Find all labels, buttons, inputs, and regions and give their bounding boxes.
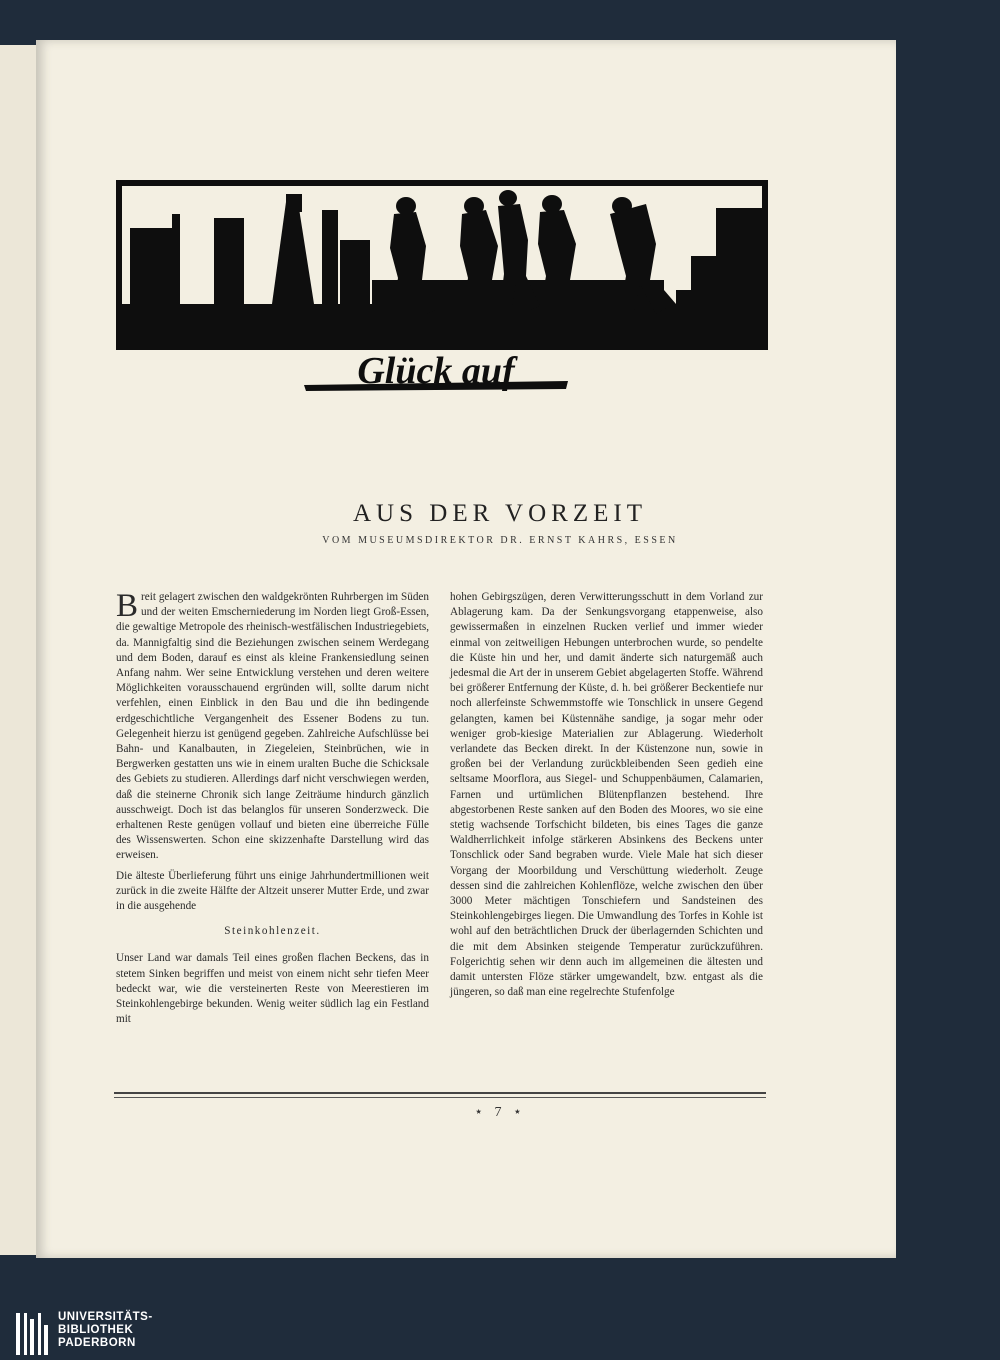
paragraph: Breit gelagert zwischen den waldgekrönten Ruhrbergen im Süden und der weiten Emscherniederung im Norden liegt Groß-Essen, die gewaltige Metropole des rheinisch-westfälischen Industriegebiets, da. Mannigfaltig sind die Beziehungen zwischen seinem Werdegang und dem Boden, darauf es einst als kleine Frankensiedlung seinen Anfang nahm. Wer seine Entwicklung verstehen und deren weitere Möglichkeiten vorausschauend ergründen will, sollte darum nicht verfehlen, einen Einblick in den Bau und die ihn bedingende erdgeschichtliche Vergangenheit des Essener Bodens zu tun. Gelegenheit hierzu ist genügend gegeben. Zahlreiche Aufschlüsse bei Bahn- und Kanalbauten, in Ziegeleien, Steinbrüchen, wie in Bergwerken gestatten uns wie in einem uralten Buche die Schicksale des Gebiets zu studieren. Allerdings darf nicht verschwiegen werden, daß die steinerne Chronik sich lange Zeiträume hindurch gänzlich ausschweigt. Doch ist das belanglos für unseren Sonderzweck. Die erhaltenen Reste genügen vollauf und bieten eine überreiche Fülle des Wissenswerten. Schon eine skizzenhafte Darstellung wird das erweisen.	[116, 588, 429, 862]
footer-rule-thin	[114, 1097, 766, 1098]
miners-silhouette-banner	[116, 180, 768, 350]
paragraph: hohen Gebirgszügen, deren Verwitterungsschutt in dem Vorland zur Ablagerung kam. Da der Senkungsvorgang etappenweise, also gewissermaßen in einzelnen Rucken verlief und immer wieder einmal von zeitweiligen Hebungen unterbrochen wurde, so pendelte die Küste hin und her, und damit änderte sich naturgemäß auch jedesmal die Art der in unserem Gebiet abgelagerten Stoffe. Während bei größerer Entfernung der Küste, d. h. bei größerer Beckentiefe nur noch allerfeinste Schwemmstoffe wie Tonschlick in unsere Gegend gelangten, kamen bei Küstennähe sandige, ja sogar mehr oder weniger grob-kiesige Materialien zur Ablagerung. Wiederholt verlandete das Becken direkt. In der Küstenzone nun, sowie in großen bei der Verlandung zurückbleibenden Seen gedieh eine seltsame Moorflora, aus Siegel- und Schuppenbäumen, Calamarien, Farnen und urtümlichen Blütenpflanzen bestehend. Ihre abgestorbenen Reste sanken auf den Boden des Moores, wo sie eine stetig wachsende Torfschicht bildeten, bis eines Tages die ganze Waldherrlichkeit infolge stärkeren Absinkens des Beckens unter Tonschlick oder Sand begraben wurde. Viele Male hat sich dieser Vorgang der Moorbildung und Verschüttung wiederholt. Zeuge dessen sind die zahlreichen Kohlenflöze, welche zwischen den über 3000 Meter mächtigen Tonschiefern und Sandsteinen des Steinkohlengebirges liegen. Die Umwandlung des Torfes in Kohle ist wohl auf den beträchtlichen Druck der überlagernden Schichten und die mit dem Absinken steigende Temperatur zurückzuführen. Folgerichtig sehen wir denn auch im allgemeinen die ältesten und damit untersten Flöze stärker umgewandelt, bzw. entgast als die jüngeren, so daß man eine regelrechte Stufenfolge	[450, 591, 763, 999]
university-library-logo-icon	[14, 1311, 54, 1357]
footer-rule	[114, 1092, 766, 1094]
library-name: UNIVERSITÄTS- BIBLIOTHEK PADERBORN	[58, 1311, 153, 1349]
section-subheading: Steinkohlenzeit.	[224, 925, 321, 938]
article-title: AUS DER VORZEIT	[353, 500, 647, 527]
paragraph: Unser Land war damals Teil eines großen flachen Beckens, das in stetem Sinken begriffen und meist von einem nicht sehr tiefen Meer bedeckt war, wie die versteinerten Reste von Meerestieren im Steinkohlengebirge bekunden. Wenig weiter südlich lag ein Festland mit	[116, 952, 429, 1026]
paragraph: Die älteste Überlieferung führt uns einige Jahrhundertmillionen weit zurück in die zweite Hälfte der Altzeit unserer Mutter Erde, und zwar in die ausgehende	[116, 869, 429, 913]
drop-cap: B	[116, 588, 139, 624]
left-page-edge	[0, 45, 38, 1255]
page-number: ⋆ 7 ⋆	[474, 1105, 526, 1120]
text-column-left	[116, 590, 429, 1032]
article-byline: VOM MUSEUMSDIREKTOR DR. ERNST KAHRS, ESSEN	[322, 535, 678, 546]
gluck-auf-lettering	[300, 345, 572, 395]
svg-text:Glück auf: Glück auf	[357, 350, 515, 392]
text-column-right	[450, 590, 763, 1005]
